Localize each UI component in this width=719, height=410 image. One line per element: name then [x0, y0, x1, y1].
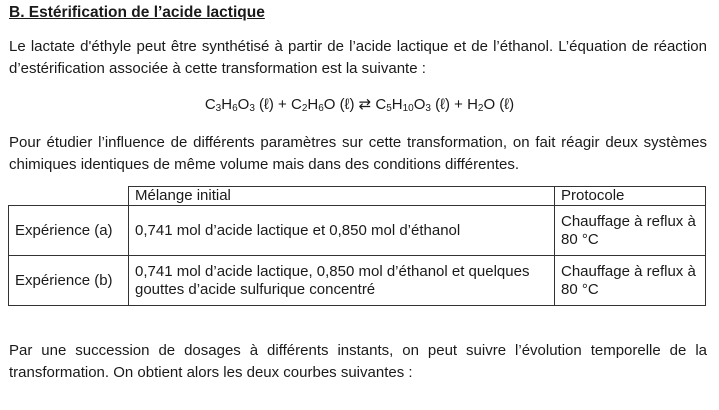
table-row [9, 206, 706, 256]
table-header-row [9, 187, 706, 206]
section-title: B. Estérification de l’acide lactique [9, 4, 265, 21]
experiment-label: Expérience (b) [9, 256, 129, 306]
experiment-protocol: Chauffage à reflux à 80 °C [555, 206, 706, 256]
table-header-mixture: Mélange initial [129, 187, 555, 206]
study-paragraph: Pour étudier l’influence de différents paramètres sur cette transformation, on fait réagir deux systèmes chimiques identiques de même volume mais dans des conditions différentes. [9, 134, 707, 173]
experiment-mixture: 0,741 mol d’acide lactique, 0,850 mol d’éthanol et quelques gouttes d’acide sulfurique concentré [129, 256, 555, 306]
experiment-mixture: 0,741 mol d’acide lactique et 0,850 mol d’éthanol [129, 206, 555, 256]
experiments-table [8, 186, 706, 306]
table-header-empty [9, 187, 129, 206]
table-header-protocol: Protocole [555, 187, 706, 206]
experiment-protocol: Chauffage à reflux à 80 °C [555, 256, 706, 306]
chemical-equation: $C_3H_6O_3$ (ℓ) + $C_2H_6O$ (ℓ) ⇄ $C_5H_{10}O_3$ (ℓ) + $H_2O$ (ℓ) [204, 96, 515, 114]
intro-paragraph: Le lactate d'éthyle peut être synthétisé à partir de l’acide lactique et de l’éthanol. L’équation de réaction d’estérification associée à cette transformation est la suivante : [9, 38, 707, 77]
experiment-label: Expérience (a) [9, 206, 129, 256]
table-row [9, 256, 706, 306]
final-paragraph: Par une succession de dosages à différents instants, on peut suivre l’évolution temporelle de la transformation. On obtient alors les deux courbes suivantes : [9, 342, 707, 381]
